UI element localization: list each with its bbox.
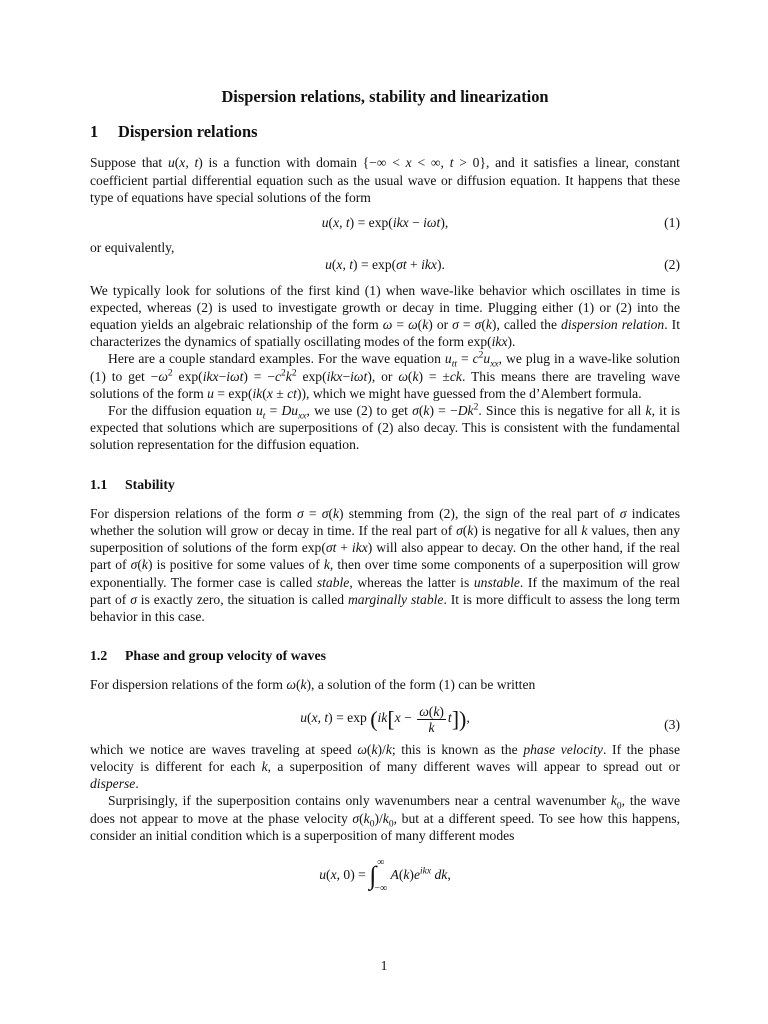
equation-4 [90,850,680,902]
paragraph-dispersion-relation: We typically look for solutions of the first kind (1) when wave-like behavior which oscillates in time is expected, whereas (2) is used to investigate growth or decay in time. Plugging either (1) or (2) into the equation yields an algebraic relationship of the form ω = ω(k) or σ = σ(k), called the dispersion relation. It characterizes the dynamics of spatially oscillating modes of the form exp(ikx). [90,282,680,350]
equation-tag: (1) [664,215,680,231]
paragraph-intro: Suppose that u(x, t) is a function with domain {−∞ < x < ∞, t > 0}, and it satisfies a linear, constant coefficient partial differential equation such as the usual wave or diffusion equation. It happens that these type of equations have special solutions of the form [90,155,680,205]
paper-page [90,88,680,902]
section-title: Phase and group velocity of waves [125,648,326,664]
equation-body: u(x, 0) = ∫ ∞ −∞ $A(k)e^{ikx}$ dk, [319,856,451,894]
section-1-heading [90,123,680,140]
equation-3 [90,704,680,735]
equation-tag: (2) [664,257,680,273]
section-1-1-heading [90,476,680,493]
paragraph-or-equivalently: or equivalently, [90,240,175,256]
equation-body: u(x, t) = exp (ik[x − $\frac{\omega(k)}{k}$ t]), [300,703,470,735]
paragraph-phase-velocity: which we notice are waves traveling at speed ω(k)/k; this is known as the phase velocity. If the phase velocity is different for each k, a superposition of many different waves will appear to spread out or disperse. [90,741,680,792]
page-number: 1 [380,958,388,973]
equation-body: u(x, t) = exp(σt + ikx). [325,257,445,273]
section-number: 1 [90,122,99,142]
section-title: Stability [125,476,175,492]
paragraph-stability: For dispersion relations of the form σ = σ(k) stemming from (2), the sign of the real part of σ indicates whether the solution will grow or decay in time. If the real part of σ(k) is negative for all k values, then any superposition of solutions of the form exp(σt + ikx) will also appear to decay. On the other hand, if the real part of σ(k) is positive for some values of k, then over time some components of a superposition will grow exponentially. The former case is called stable, whereas the latter is unstable. If the maximum of the real part of σ is exactly zero, the situation is called marginally stable. It is more difficult to assess the long term behavior in this case. [90,505,681,625]
section-1-2-heading [90,647,680,664]
paragraph-group-velocity: Surprisingly, if the superposition contains only wavenumbers near a central wavenumber $k_0$, the wave does not appear to move at the phase velocity $\sigma(k_0)/k_0$, but at a different speed. To see how this happens, consider an initial condition which is a superposition of many different modes [90,793,680,843]
equation-1 [90,214,680,231]
equation-tag: (3) [664,716,680,732]
paragraph-diffusion-example: For the diffusion equation $u_t = Du_{xx}$, we use (2) to get $\sigma(k) = -Dk^2$. Since this is negative for all k, it is expected that solutions which are superpositions of (2) also decay. This is consistent with the fundamental solution representation for the diffusion equation. [90,402,680,453]
paragraph-phase-intro: For dispersion relations of the form ω(k), a solution of the form (1) can be written [90,677,536,693]
section-title: Dispersion relations [118,122,258,142]
equation-body: u(x, t) = exp(ikx − iωt), [321,215,449,231]
section-number: 1.2 [90,648,108,664]
paragraph-wave-example: Here are a couple standard examples. For the wave equation $u_{tt} = c^2u_{xx}$, we plug in a wave-like solution (1) to get $-\omega^2$ $\exp(ikx-i\omega t) = -c^2k^2$ exp(ikx−iωt), or ω(k) = ±ck. This means there are traveling wave solutions of the form u = exp(ik(x ± ct)), which we might have guessed from the d’Alembert formula. [90,350,680,401]
equation-2 [90,256,680,273]
section-number: 1.1 [90,476,108,492]
paper-title: Dispersion relations, stability and linearization [221,87,549,106]
